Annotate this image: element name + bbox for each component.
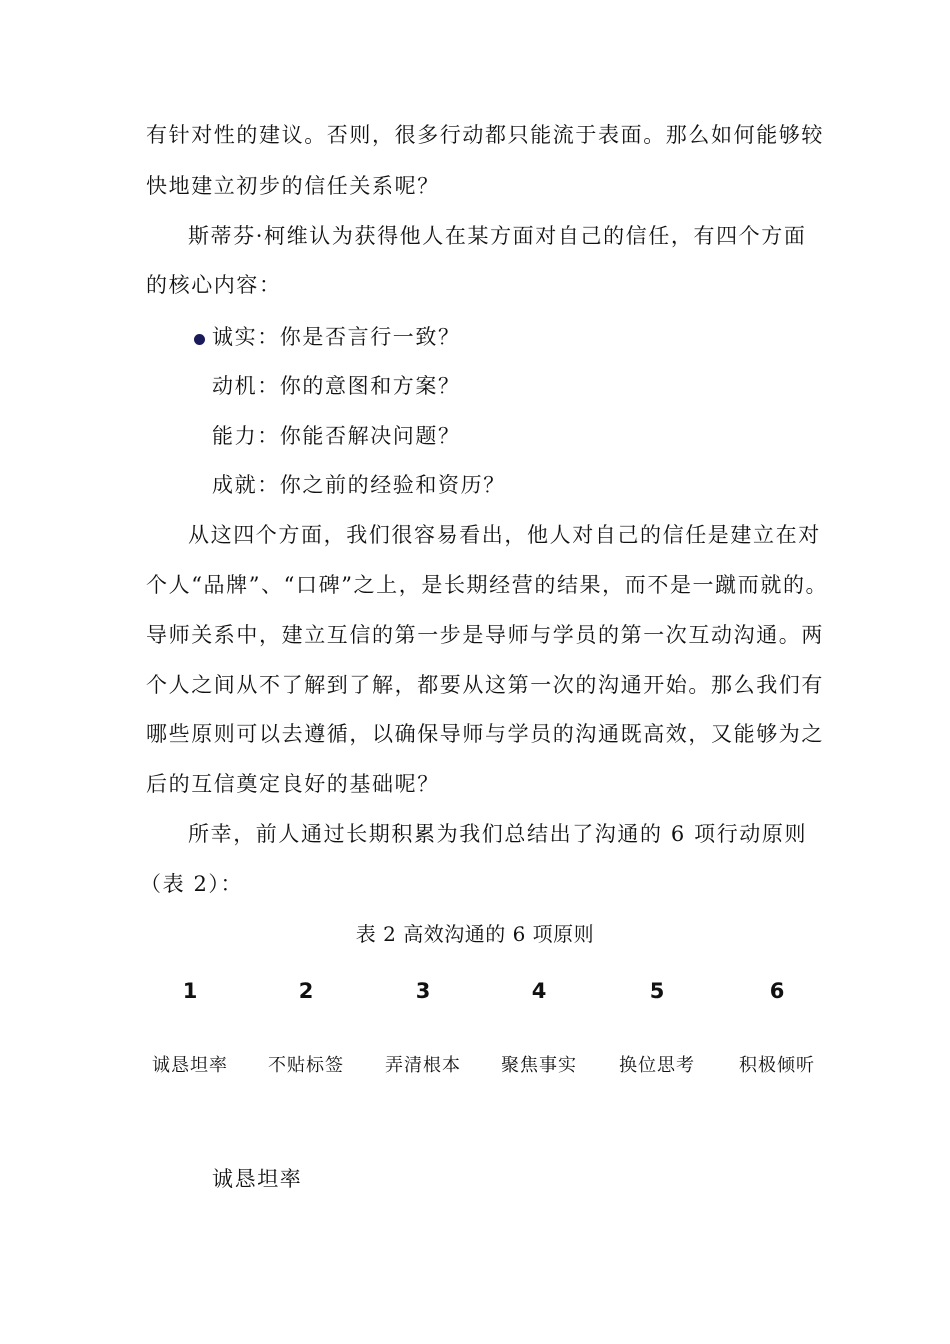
paragraph-line: 所幸，前人通过长期积累为我们总结出了沟通的 6 项行动原则 [188,822,808,846]
paragraph-line: 快地建立初步的信任关系呢？ [146,174,440,198]
principle-number: 5 [649,979,665,1003]
principle-number: 1 [182,979,198,1003]
bullet-icon [194,334,205,345]
paragraph-line: 导师关系中，建立互信的第一步是导师与学员的第一次互动沟通。两 [146,623,824,647]
paragraph-line: 个人“品牌”、“口碑”之上，是长期经营的结果，而不是一蹴而就的。 [146,573,829,597]
principle-label: 聚焦事实 [501,1055,577,1076]
principle-label: 诚恳坦率 [152,1055,228,1076]
paragraph-line: （表 2）： [140,872,244,896]
section-heading: 诚恳坦率 [212,1167,303,1191]
principle-label: 换位思考 [619,1055,695,1076]
paragraph-line: 从这四个方面，我们很容易看出，他人对自己的信任是建立在对 [188,523,821,547]
list-item: 成就：你之前的经验和资历？ [212,473,506,497]
list-item: 动机：你的意图和方案？ [212,374,461,398]
principle-number: 3 [415,979,431,1003]
principle-number: 2 [298,979,314,1003]
paragraph-line: 斯蒂芬·柯维认为获得他人在某方面对自己的信任，有四个方面 [188,224,807,248]
paragraph-line: 有针对性的建议。否则，很多行动都只能流于表面。那么如何能够较 [146,123,824,147]
paragraph-line: 个人之间从不了解到了解，都要从这第一次的沟通开始。那么我们有 [146,673,824,697]
paragraph-line: 的核心内容： [146,273,282,297]
paragraph-line: 后的互信奠定良好的基础呢？ [146,772,440,796]
paragraph-line: 哪些原则可以去遵循，以确保导师与学员的沟通既高效，又能够为之 [146,722,824,746]
principle-number: 6 [769,979,785,1003]
principle-label: 积极倾听 [739,1055,815,1076]
table-caption: 表 2 高效沟通的 6 项原则 [355,922,595,946]
list-item: 诚实：你是否言行一致？ [212,325,461,349]
principle-label: 不贴标签 [268,1055,344,1076]
list-item: 能力：你能否解决问题？ [212,424,461,448]
principle-label: 弄清根本 [385,1055,461,1076]
principle-number: 4 [531,979,547,1003]
